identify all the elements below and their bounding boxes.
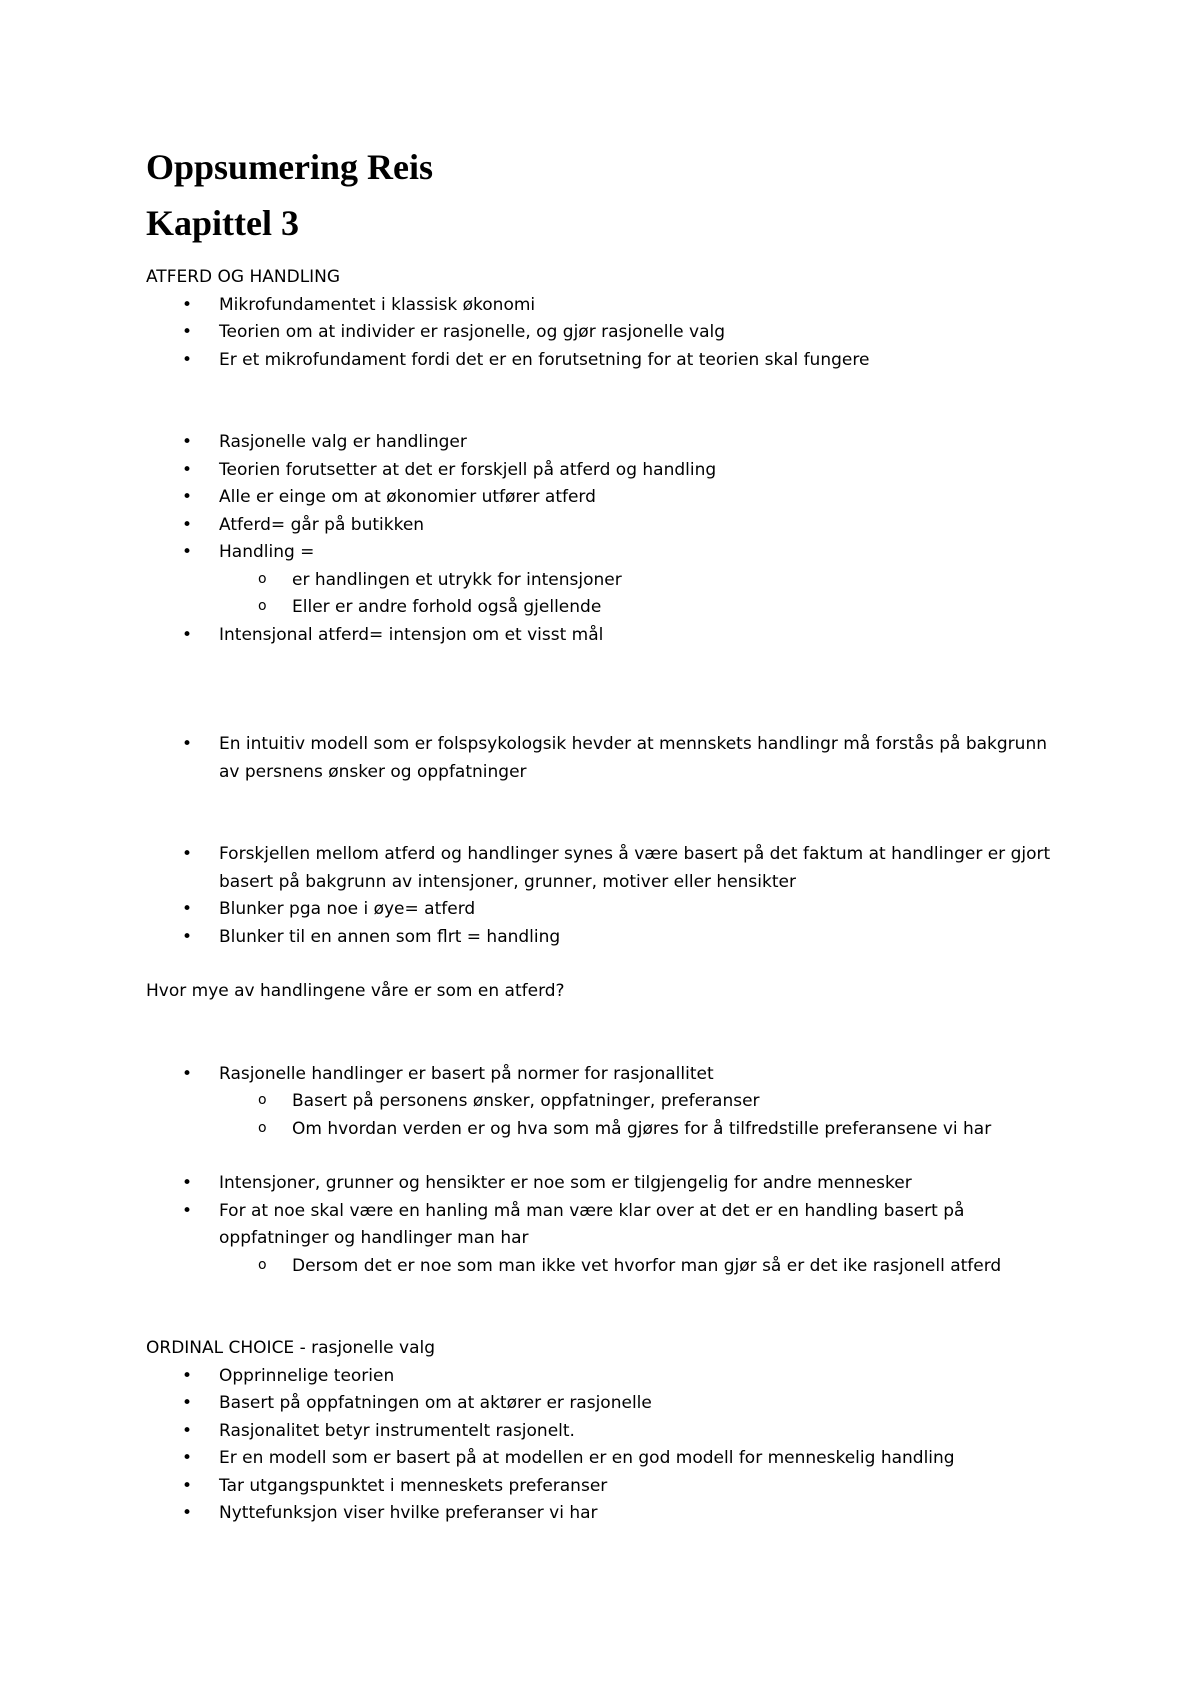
list-item: • Teorien om at individer er rasjonelle, og gjør rasjonelle valg <box>146 319 1066 347</box>
document-title: Oppsumering Reis <box>146 147 434 187</box>
list-item: • Handling = <box>146 539 1066 567</box>
bullet-list-group-1 <box>146 292 1066 375</box>
spacer <box>146 1006 1066 1061</box>
list-item: • En intuitiv modell som er folspsykologsik hevder at mennskets handlingr må forstås på bakgrunn av persnens ønsker og oppfatninger <box>146 731 1066 786</box>
bullet-list-group-4 <box>146 841 1066 951</box>
sub-list-item: o Basert på personens ønsker, oppfatninger, preferanser <box>146 1088 1066 1116</box>
list-item: • For at noe skal være en hanling må man være klar over at det er en handling basert på oppfatninger og handlinger man har <box>146 1198 1066 1253</box>
sub-list-item: o Dersom det er noe som man ikke vet hvorfor man gjør så er det ike rasjonell atferd <box>146 1253 1066 1281</box>
sub-list-item: o Eller er andre forhold også gjellende <box>146 594 1066 622</box>
list-item: • Blunker til en annen som flrt = handling <box>146 924 1066 952</box>
list-item: • Er et mikrofundament fordi det er en forutsetning for at teorien skal fungere <box>146 347 1066 375</box>
sub-list-item: o Om hvordan verden er og hva som må gjøres for å tilfredstille preferansene vi har <box>146 1116 1066 1144</box>
spacer <box>146 374 1066 429</box>
bullet-list-group-3 <box>146 731 1066 786</box>
sub-list-item: o er handlingen et utrykk for intensjoner <box>146 567 1066 595</box>
list-item: • Basert på oppfatningen om at aktører er rasjonelle <box>146 1390 1066 1418</box>
list-item: • Blunker pga noe i øye= atferd <box>146 896 1066 924</box>
list-item: • Er en modell som er basert på at modellen er en god modell for menneskelig handling <box>146 1445 1066 1473</box>
spacer <box>146 786 1066 841</box>
section-heading-ordinal-choice: ORDINAL CHOICE - rasjonelle valg <box>146 1338 436 1358</box>
list-item: • Atferd= går på butikken <box>146 512 1066 540</box>
list-item: • Alle er einge om at økonomier utfører atferd <box>146 484 1066 512</box>
list-item: • Nyttefunksjon viser hvilke preferanser vi har <box>146 1500 1066 1528</box>
list-item: • Forskjellen mellom atferd og handlinger synes å være basert på det faktum at handlinger er gjort basert på bakgrunn av intensjoner, grunner, motiver eller hensikter <box>146 841 1066 896</box>
bullet-list-group-2 <box>146 429 1066 649</box>
list-item: • Tar utgangspunktet i menneskets preferanser <box>146 1473 1066 1501</box>
spacer <box>146 1280 1066 1335</box>
bullet-list-group-6 <box>146 1170 1066 1280</box>
list-item: • Rasjonalitet betyr instrumentelt rasjonelt. <box>146 1418 1066 1446</box>
bullet-list-ordinal-choice <box>146 1363 1066 1528</box>
spacer <box>146 951 1066 978</box>
list-item: • Rasjonelle handlinger er basert på normer for rasjonallitet <box>146 1061 1066 1089</box>
chapter-heading: Kapittel 3 <box>146 203 299 243</box>
list-item: • Intensjoner, grunner og hensikter er noe som er tilgjengelig for andre mennesker <box>146 1170 1066 1198</box>
list-item: • Rasjonelle valg er handlinger <box>146 429 1066 457</box>
question-paragraph: Hvor mye av handlingene våre er som en atferd? <box>146 981 565 1001</box>
spacer <box>146 1143 1066 1170</box>
spacer <box>146 649 1066 731</box>
bullet-list-group-5 <box>146 1061 1066 1144</box>
list-item: • Teorien forutsetter at det er forskjell på atferd og handling <box>146 457 1066 485</box>
list-item: • Opprinnelige teorien <box>146 1363 1066 1391</box>
list-item: • Intensjonal atferd= intensjon om et visst mål <box>146 622 1066 650</box>
section-heading-atferd: ATFERD OG HANDLING <box>146 267 341 287</box>
list-item: • Mikrofundamentet i klassisk økonomi <box>146 292 1066 320</box>
document-body <box>146 138 1066 1528</box>
